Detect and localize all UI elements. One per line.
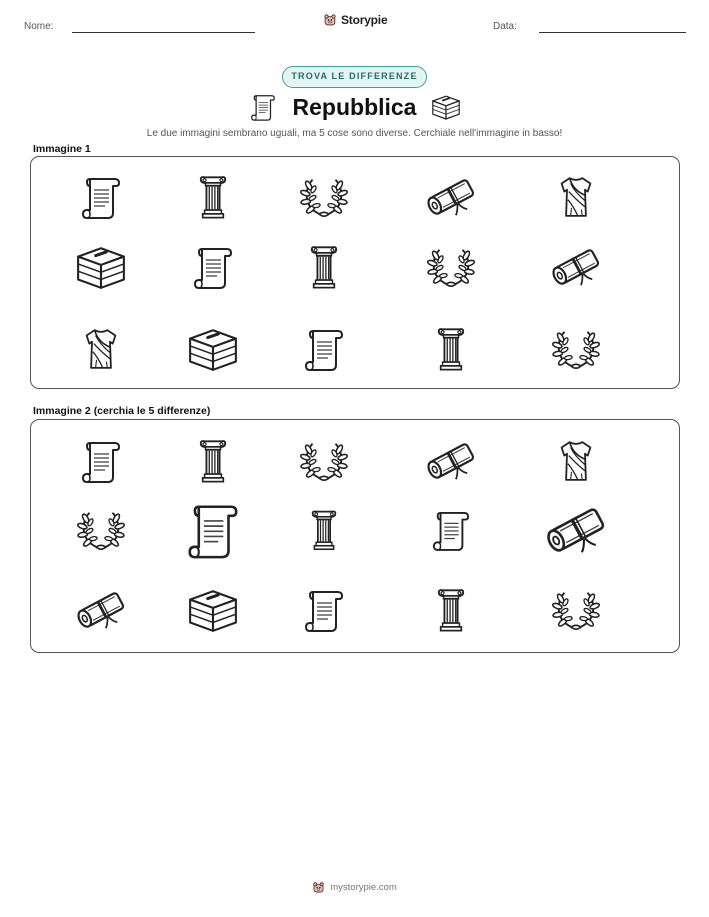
activity-badge: TROVA LE DIFFERENZE [282,66,427,88]
ballot-box-icon[interactable] [187,587,239,633]
brand-logo [323,13,387,27]
column-icon[interactable] [310,509,338,551]
ballot-box-icon [431,92,461,122]
rolled-scroll-icon[interactable] [424,438,478,484]
laurel-wreath-icon[interactable] [552,587,600,633]
image1-label: Immagine 1 [33,143,91,155]
scroll-icon [248,92,278,122]
page-title: Repubblica [292,93,417,120]
column-icon [198,174,228,220]
scroll-icon [193,243,233,291]
scroll-icon [304,325,344,373]
toga-icon [558,173,594,221]
laurel-wreath-icon[interactable] [300,438,348,484]
rolled-scroll-icon[interactable] [74,587,128,633]
storypie-logo-icon [323,13,337,27]
rolled-scroll-icon [424,174,478,220]
name-line[interactable] [72,32,255,33]
scroll-icon [81,173,121,221]
column-icon[interactable] [198,438,228,484]
title-row [0,92,709,122]
column-icon [309,244,339,290]
storypie-logo-icon [312,881,325,894]
scroll-icon[interactable] [81,437,121,485]
brand-name: Storypie [341,13,388,27]
image2-label: Immagine 2 (cerchia le 5 differenze) [33,405,211,417]
rolled-scroll-icon[interactable] [543,502,609,558]
name-label: Nome: [24,21,54,32]
footer [0,881,709,894]
column-icon [436,326,466,372]
toga-icon [83,325,119,373]
image1-panel [30,156,680,389]
column-icon[interactable] [436,587,466,633]
ballot-box-icon [187,326,239,372]
image2-panel[interactable] [30,419,680,653]
instructions: Le due immagini sembrano uguali, ma 5 cose sono diverse. Cerchiale nell'immagine in basso! [146,128,563,139]
laurel-wreath-icon [427,244,475,290]
scroll-icon[interactable] [304,586,344,634]
scroll-icon[interactable] [432,507,470,553]
laurel-wreath-icon [300,174,348,220]
laurel-wreath-icon[interactable] [77,507,125,553]
footer-url[interactable]: mystorypie.com [330,882,397,893]
laurel-wreath-icon [552,326,600,372]
toga-icon[interactable] [558,437,594,485]
ballot-box-icon [75,244,127,290]
scroll-icon[interactable] [185,499,241,561]
rolled-scroll-icon [549,244,603,290]
date-line[interactable] [539,32,686,33]
date-label: Data: [493,21,517,32]
